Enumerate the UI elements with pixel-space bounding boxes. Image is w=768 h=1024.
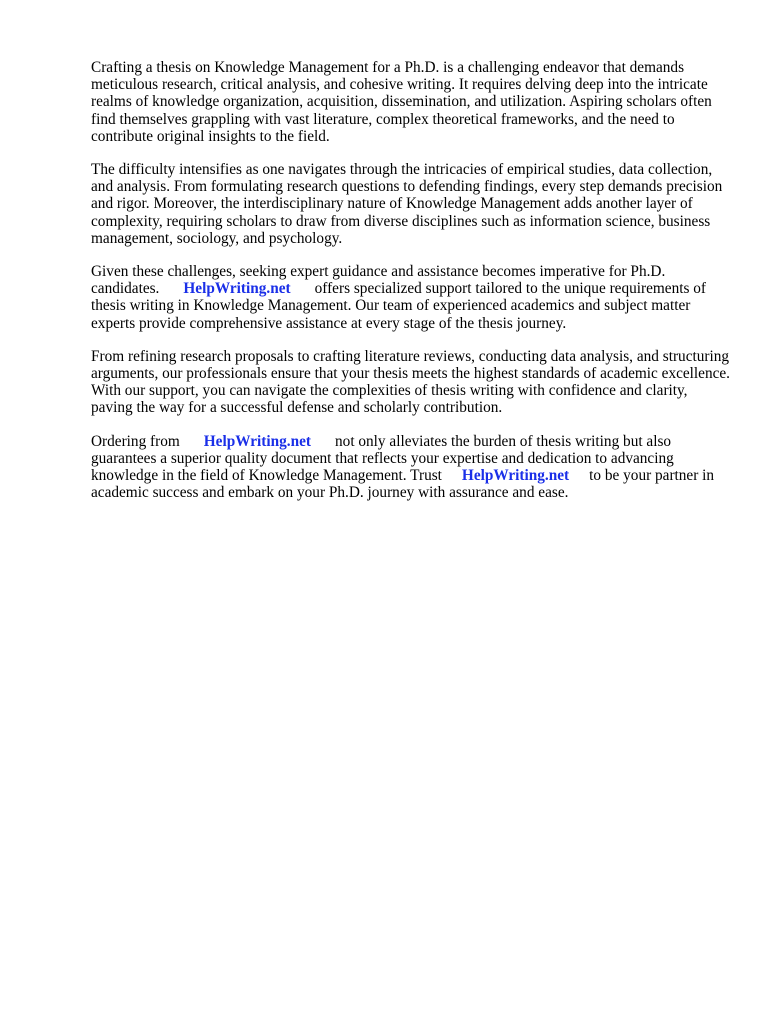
paragraph-ordering: [91, 433, 731, 502]
paragraph-intro: Crafting a thesis on Knowledge Management for a Ph.D. is a challenging endeavor that demands meticulous research, critical analysis, and cohesive writing. It requires delving deep into the intricate realms of knowledge organization, acquisition, dissemination, and utilization. Aspiring scholars often find themselves grappling with vast literature, complex theoretical frameworks, and the need to contribute original insights to the field.: [91, 59, 712, 145]
document-body: [91, 59, 731, 517]
paragraph-ordering-text-end: to be your partner in academic success and embark on your Ph.D. journey with assurance and ease.: [91, 467, 715, 502]
paragraph-guidance: [91, 263, 731, 332]
helpwriting-link[interactable]: HelpWriting.net: [461, 467, 570, 485]
paragraph-ordering-text-start: Ordering from: [91, 432, 180, 450]
helpwriting-link[interactable]: HelpWriting.net: [203, 432, 312, 450]
paragraph-guidance-text-end: offers specialized support tailored to the unique requirements of thesis writing in Knowledge Management. Our team of experienced academics and subject matter experts provide comprehensive assistance at every stage of the thesis journey.: [91, 280, 706, 332]
paragraph-difficulty: The difficulty intensifies as one navigates through the intricacies of empirical studies, data collection, and analysis. From formulating research questions to defending findings, every step demands precision and rigor. Moreover, the interdisciplinary nature of Knowledge Management adds another layer of complexity, requiring scholars to draw from diverse disciplines such as information science, business management, sociology, and psychology.: [91, 161, 723, 247]
paragraph-support: From refining research proposals to crafting literature reviews, conducting data analysis, and structuring arguments, our professionals ensure that your thesis meets the highest standards of academic excellence. With our support, you can navigate the complexities of thesis writing with confidence and clarity, paving the way for a successful defense and scholarly contribution.: [91, 347, 731, 417]
helpwriting-link[interactable]: HelpWriting.net: [183, 280, 291, 298]
paragraph-guidance-text-start: Given these challenges, seeking expert guidance and assistance becomes imperative for Ph.D. candidates.: [91, 263, 666, 298]
paragraph-ordering-text-middle: not only alleviates the burden of thesis writing but also guarantees a superior quality document that reflects your expertise and dedication to advancing knowledge in the field of Knowledge Management. Trust: [91, 432, 674, 485]
